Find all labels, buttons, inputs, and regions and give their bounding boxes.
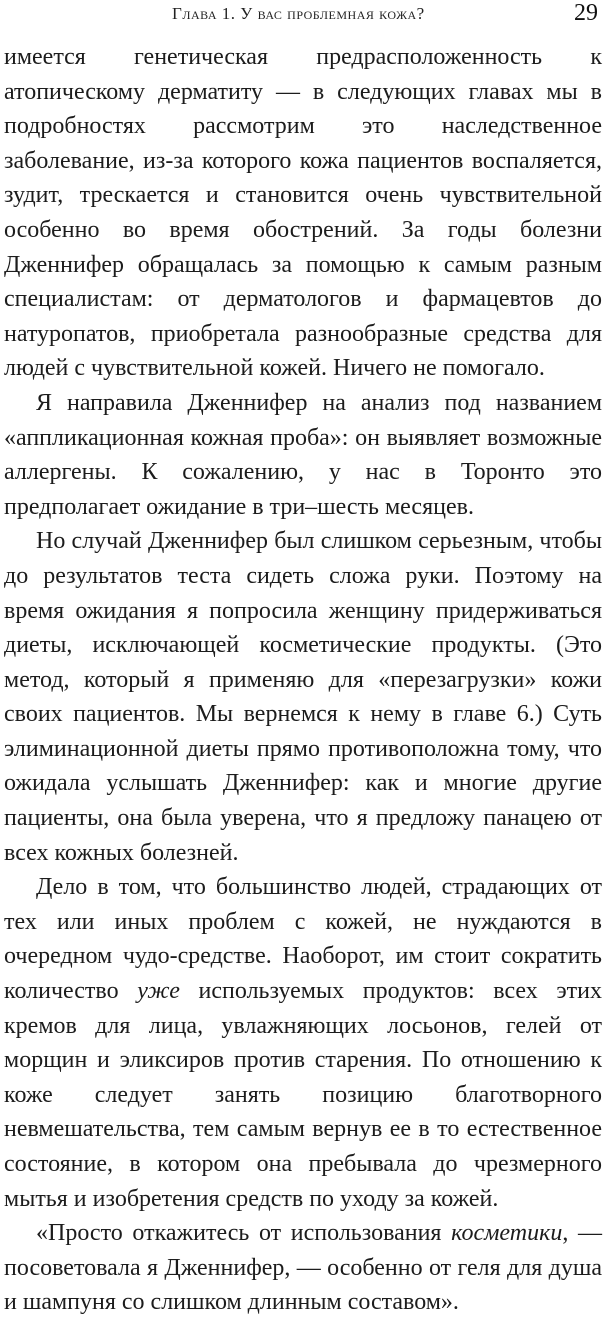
paragraph-4 [4,870,602,1216]
paragraph-1 [4,40,602,386]
emphasis-text: уже [137,978,180,1005]
page-number: 29 [574,0,598,26]
body-text [4,40,602,1320]
paragraph-text: Дело в том, что большинство людей, страдающих от тех или иных проблем с кожей, не нуждаются в очередном чудо-средстве. Наоборот, им стоит сократить количество [4,874,602,1005]
paragraph-2 [4,386,602,524]
running-head: Глава 1. У вас проблемная кожа? [172,4,425,23]
paragraph-text: Я направила Дженнифер на анализ под названием «аппликационная кожная проба»: он выявляет возможные аллергены. К сожалению, у нас в Торонто это предполагает ожидание в три–шесть месяцев. [4,389,602,520]
emphasis-text: косметики [451,1220,563,1247]
paragraph-text: , — посоветовала я Дженнифер, — особенно от геля для душа и шампуня со слишком длинным составом». [4,1220,602,1316]
paragraph-text: «Просто откажитесь от использования [36,1220,452,1247]
paragraph-text: имеется генетическая предрасположенность к атопическому дерматиту — в следующих главах мы в подробностях рассмотрим это наследственное заболевание, из-за которого кожа пациентов воспаляется, зудит, трескается и становится очень чувствительной особенно во время обострений. За годы болезни Дженнифер обращалась за помощью к самым разным специалистам: от дерматологов и фармацевтов до натуропатов, приобретала разнообразные средства для людей с чувствительной кожей. Ничего не помогало. [4,44,602,382]
paragraph-3 [4,524,602,870]
paragraph-text: используемых продуктов: всех этих кремов для лица, увлажняющих лосьонов, гелей от морщин и эликсиров против старения. По отношению к коже следует занять позицию благотворного невмешательства, тем самым вернув ее в то естественное состояние, в котором она пребывала до чрезмерного мытья и изобретения средств по уходу за кожей. [4,978,602,1212]
paragraph-5 [4,1216,602,1320]
paragraph-text: Но случай Дженнифер был слишком серьезным, чтобы до результатов теста сидеть сложа руки. Поэтому на время ожидания я попросила женщину придерживаться диеты, исключающей косметические продукты. (Это метод, который я применяю для «перезагрузки» кожи своих пациентов. Мы вернемся к нему в главе 6.) Суть элиминационной диеты прямо противоположна тому, что ожидала услышать Дженнифер: как и многие другие пациенты, она была уверена, что я предложу панацею от всех кожных болезней. [4,528,602,866]
